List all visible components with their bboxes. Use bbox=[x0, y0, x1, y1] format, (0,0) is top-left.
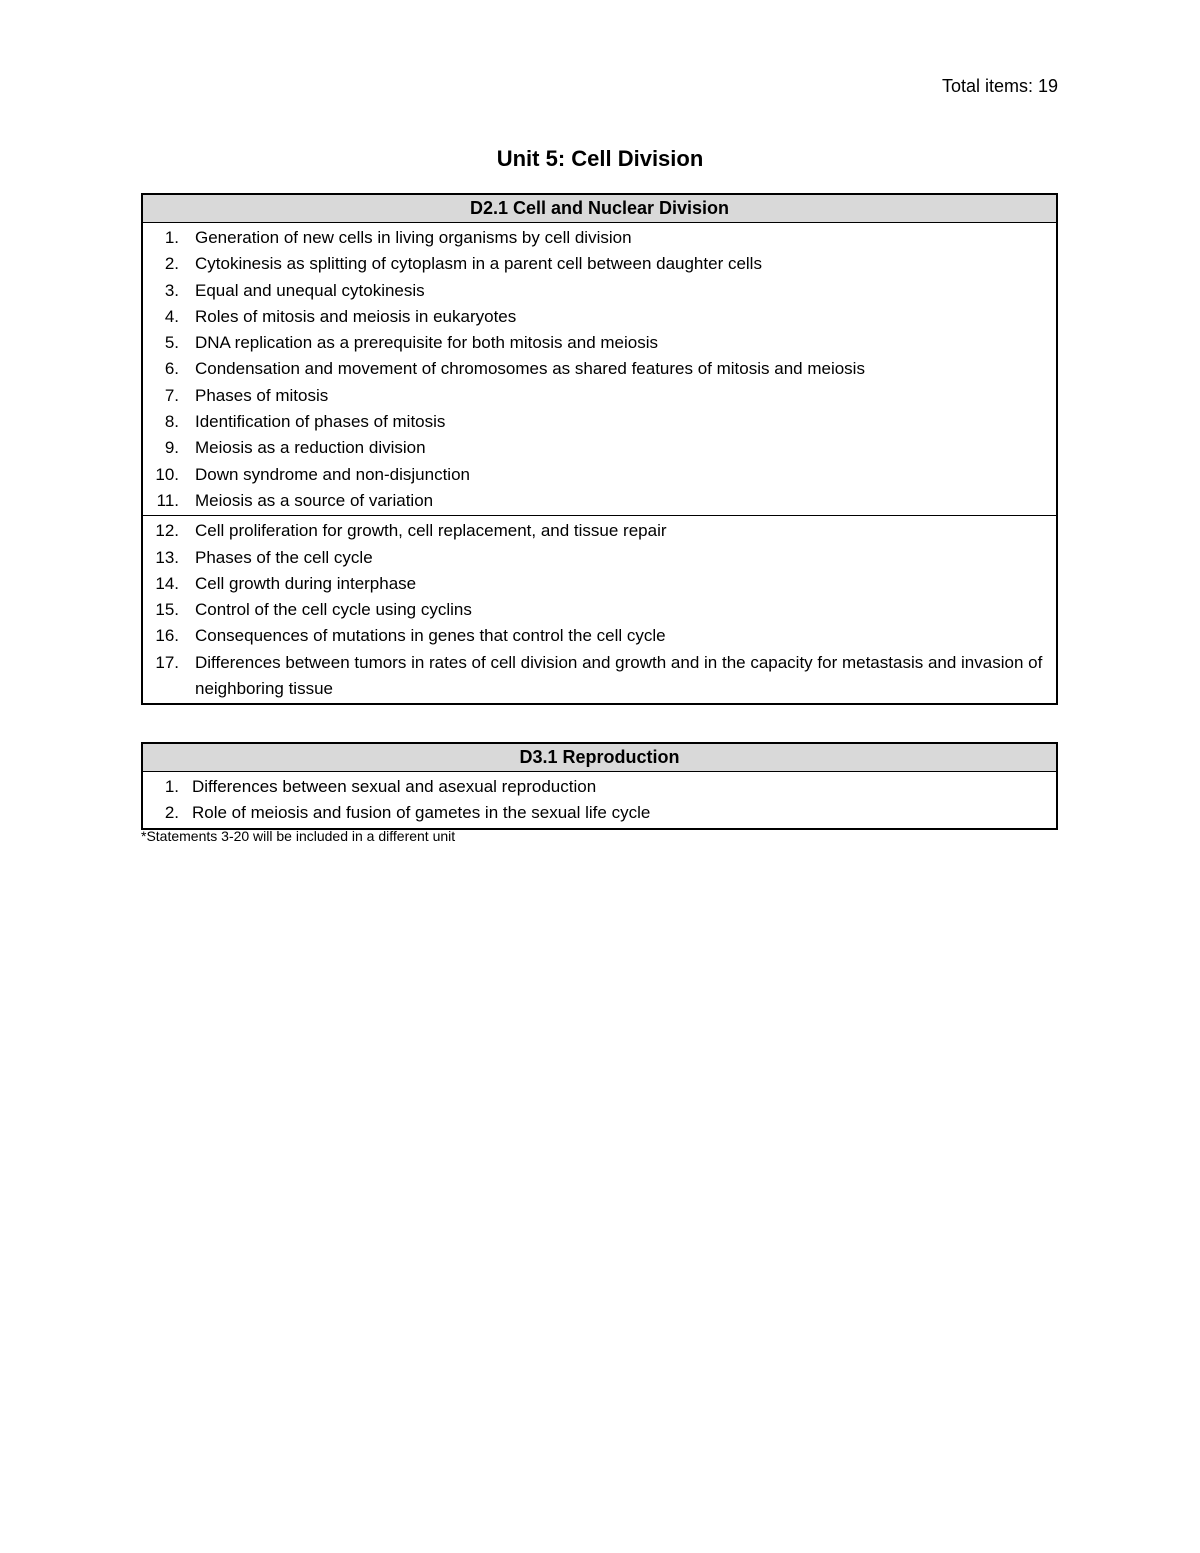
item-number: 16. bbox=[155, 626, 179, 646]
item-group bbox=[143, 515, 1056, 703]
item-text: Condensation and movement of chromosomes as shared features of mitosis and meiosis bbox=[195, 359, 865, 379]
item-number: 17. bbox=[155, 652, 179, 672]
item-text: Cytokinesis as splitting of cytoplasm in a parent cell between daughter cells bbox=[195, 254, 762, 274]
section-body bbox=[143, 772, 1056, 828]
item-group bbox=[143, 223, 1056, 515]
section-heading: D3.1 Reproduction bbox=[143, 744, 1056, 772]
list-item bbox=[143, 435, 1056, 461]
item-number: 9. bbox=[164, 438, 179, 458]
item-number: 10. bbox=[155, 464, 179, 484]
item-text: DNA replication as a prerequisite for both mitosis and meiosis bbox=[195, 333, 658, 353]
list-item bbox=[143, 571, 1056, 597]
list-item bbox=[143, 278, 1056, 304]
list-item bbox=[143, 650, 1056, 703]
list-item bbox=[143, 774, 1056, 800]
footnote: *Statements 3-20 will be included in a different unit bbox=[141, 828, 456, 844]
item-text: Consequences of mutations in genes that control the cell cycle bbox=[195, 626, 666, 646]
list-item bbox=[143, 462, 1056, 488]
list-item bbox=[143, 409, 1056, 435]
list-item bbox=[143, 623, 1056, 649]
list-item bbox=[143, 383, 1056, 409]
item-number: 8. bbox=[164, 412, 179, 432]
item-text: Cell proliferation for growth, cell replacement, and tissue repair bbox=[195, 521, 667, 541]
item-text: Meiosis as a source of variation bbox=[195, 490, 434, 510]
item-text: Phases of mitosis bbox=[195, 385, 329, 405]
item-number: 14. bbox=[155, 573, 179, 593]
item-number: 15. bbox=[155, 600, 179, 620]
item-text: Control of the cell cycle using cyclins bbox=[195, 600, 472, 620]
total-items-count: Total items: 19 bbox=[941, 76, 1058, 96]
item-text: Meiosis as a reduction division bbox=[195, 438, 426, 458]
item-number: 6. bbox=[164, 359, 179, 379]
item-text: Role of meiosis and fusion of gametes in the sexual life cycle bbox=[192, 803, 651, 823]
section-cell-nuclear-division bbox=[141, 193, 1058, 705]
section-heading: D2.1 Cell and Nuclear Division bbox=[143, 195, 1056, 223]
list-item bbox=[143, 488, 1056, 514]
item-number: 11. bbox=[156, 490, 179, 510]
item-number: 2. bbox=[164, 254, 179, 274]
item-number: 1. bbox=[164, 777, 179, 796]
list-item bbox=[143, 597, 1056, 623]
item-number: 2. bbox=[164, 803, 179, 823]
item-text: Equal and unequal cytokinesis bbox=[195, 280, 425, 300]
item-text: Generation of new cells in living organisms by cell division bbox=[195, 228, 632, 247]
list-item bbox=[143, 545, 1056, 571]
item-number: 7. bbox=[164, 385, 179, 405]
item-text: Identification of phases of mitosis bbox=[195, 412, 446, 432]
section-reproduction bbox=[141, 742, 1058, 830]
item-text: Differences between sexual and asexual reproduction bbox=[192, 777, 597, 796]
item-text: Cell growth during interphase bbox=[195, 573, 417, 593]
item-number: 3. bbox=[164, 280, 179, 300]
item-number: 5. bbox=[164, 333, 179, 353]
item-text: Differences between tumors in rates of cell division and growth and in the capacity for metastasis and invasion of neighboring tissue bbox=[195, 652, 1043, 699]
item-number: 13. bbox=[155, 547, 179, 567]
unit-title: Unit 5: Cell Division bbox=[496, 146, 704, 171]
item-text: Down syndrome and non-disjunction bbox=[195, 464, 470, 484]
list-item bbox=[143, 800, 1056, 826]
list-item bbox=[143, 356, 1056, 382]
item-text: Phases of the cell cycle bbox=[195, 547, 373, 567]
item-number: 1. bbox=[164, 228, 179, 247]
item-number: 12. bbox=[155, 521, 179, 541]
item-group bbox=[143, 772, 1056, 828]
item-number: 4. bbox=[164, 306, 179, 326]
item-text: Roles of mitosis and meiosis in eukaryotes bbox=[195, 306, 517, 326]
list-item bbox=[143, 518, 1056, 544]
list-item bbox=[143, 251, 1056, 277]
section-body bbox=[143, 223, 1056, 703]
list-item bbox=[143, 225, 1056, 251]
list-item bbox=[143, 304, 1056, 330]
list-item bbox=[143, 330, 1056, 356]
